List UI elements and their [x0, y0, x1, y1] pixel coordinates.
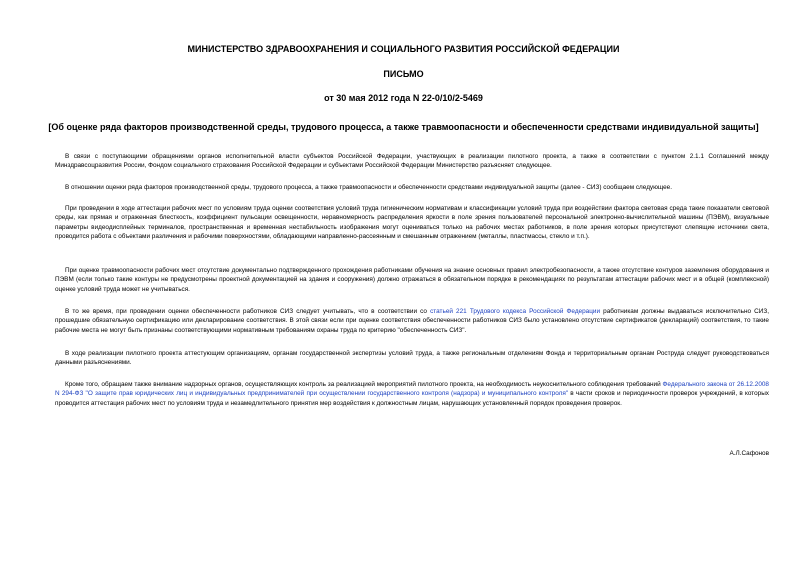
- paragraph-5-text-after: работникам должны выдаваться исключительно СИЗ, прошедшие обязательную сертификацию или декларирование соответствия. В этой связи если при оценке соответствия обеспеченности работников СИЗ было установлено отсутствие сертификатов (деклараций) соответствия, то такие рабочие места не могут быть признаны соответствующими нормативным требованиям охраны труда по критерию "обеспеченность СИЗ".: [55, 308, 769, 334]
- paragraph-4: [55, 266, 769, 294]
- paragraph-3: [55, 204, 769, 242]
- paragraph-1-text: В связи с поступающими обращениями органов исполнительной власти субъектов Российской Федерации, участвующих в реализации пилотного проекта, а также в соответствии с пунктом 2.1.1 Соглашений между Минздравсоцразвития России, Фондом социального страхования Российской Федерации и субъектами Российской Федерации Министерство разъясняет следующее.: [55, 153, 769, 170]
- paragraph-7-text-before: Кроме того, обращаем также внимание надзорных органов, осуществляющих контроль за реализацией мероприятий пилотного проекта, на необходимость неукоснительного соблюдения требований: [65, 381, 663, 388]
- labor-code-article-221-link[interactable]: статьей 221 Трудового кодекса Российской Федерации: [430, 308, 601, 315]
- paragraph-6-text: В ходе реализации пилотного проекта аттестующим организациям, органам государственной экспертизы условий труда, а также региональным отделениям Фонда и территориальным органам Роструда следует руководствоваться данными разъяснениями.: [55, 350, 769, 367]
- paragraph-5-text-before: В то же время, при проведении оценки обеспеченности работников СИЗ следует учитывать, что в соответствии со: [65, 308, 431, 315]
- paragraph-7: [55, 380, 769, 408]
- federal-law-294-fz-link[interactable]: Федерального закона от 26.12.2008 N 294-ФЗ "О защите прав юридических лиц и индивидуальных предпринимателей при осуществлении государственного контроля (надзора) и муниципального контроля": [55, 381, 769, 398]
- paragraph-3-text: При проведении в ходе аттестации рабочих мест по условиям труда оценки соответствия условий труда гигиеническим нормативам и классификации условий труда при воздействии фактора световая среда такие показатели световой среды, как прямая и отраженная блесткость, коэффициент пульсации освещенности, неравномерность распределения яркости в поле зрения пользователей персональной электронно-вычислительной машины (ПЭВМ), визуальные параметры видеодисплейных терминалов, пространственная и временная нестабильность изображения могут оцениваться только на рабочих местах работников, в поле зрения которых присутствуют слепящие источники света, проводится работа с объектами различения и рабочими поверхностями, обладающими направленно-рассеянным и смешанным отражением (металлы, пластмассы, стекло и т.п.).: [55, 205, 769, 241]
- ministry-name: МИНИСТЕРСТВО ЗДРАВООХРАНЕНИЯ И СОЦИАЛЬНОГО РАЗВИТИЯ РОССИЙСКОЙ ФЕДЕРАЦИИ: [187, 44, 620, 54]
- paragraph-2: [55, 183, 769, 192]
- paragraph-7-text-after: в части сроков и периодичности проверок учреждений, в которых проводится аттестация рабочих мест по условиям труда и незамедлительного принятия мер воздействия к должностным лицам, нарушающих установленный порядок проведения проверок.: [55, 390, 769, 407]
- paragraph-5: [55, 307, 769, 335]
- paragraph-7-text: [55, 380, 769, 408]
- paragraph-5-text: [55, 307, 769, 335]
- paragraph-4-text: При оценке травмоопасности рабочих мест отсутствие документально подтвержденного прохождения работниками обучения на знание основных правил электробезопасности, а также отсутствие контуров заземления оборудования и ПЭВМ (если только такие контуры не предусмотрены проектной документацией на здания и сооружения) должно отражаться в обязательном порядке в рекомендациях по результатам аттестации рабочих мест и в общей (комплексной) оценке условий труда может не учитываться.: [55, 267, 769, 293]
- paragraph-1: [55, 152, 769, 171]
- document-date-number: от 30 мая 2012 года N 22-0/10/2-5469: [324, 93, 483, 103]
- paragraph-2-text: В отношении оценки ряда факторов производственной среды, трудового процесса, а также травмоопасности и обеспеченности средствами индивидуальной защиты (далее - СИЗ) сообщаем следующее.: [65, 184, 672, 191]
- document-subject: [Об оценке ряда факторов производственной среды, трудового процесса, а также травмоопасности и обеспеченности средствами индивидуальной защиты]: [48, 122, 759, 132]
- paragraph-6: [55, 349, 769, 368]
- document-type: ПИСЬМО: [383, 69, 424, 79]
- signature: А.Л.Сафонов: [729, 450, 769, 457]
